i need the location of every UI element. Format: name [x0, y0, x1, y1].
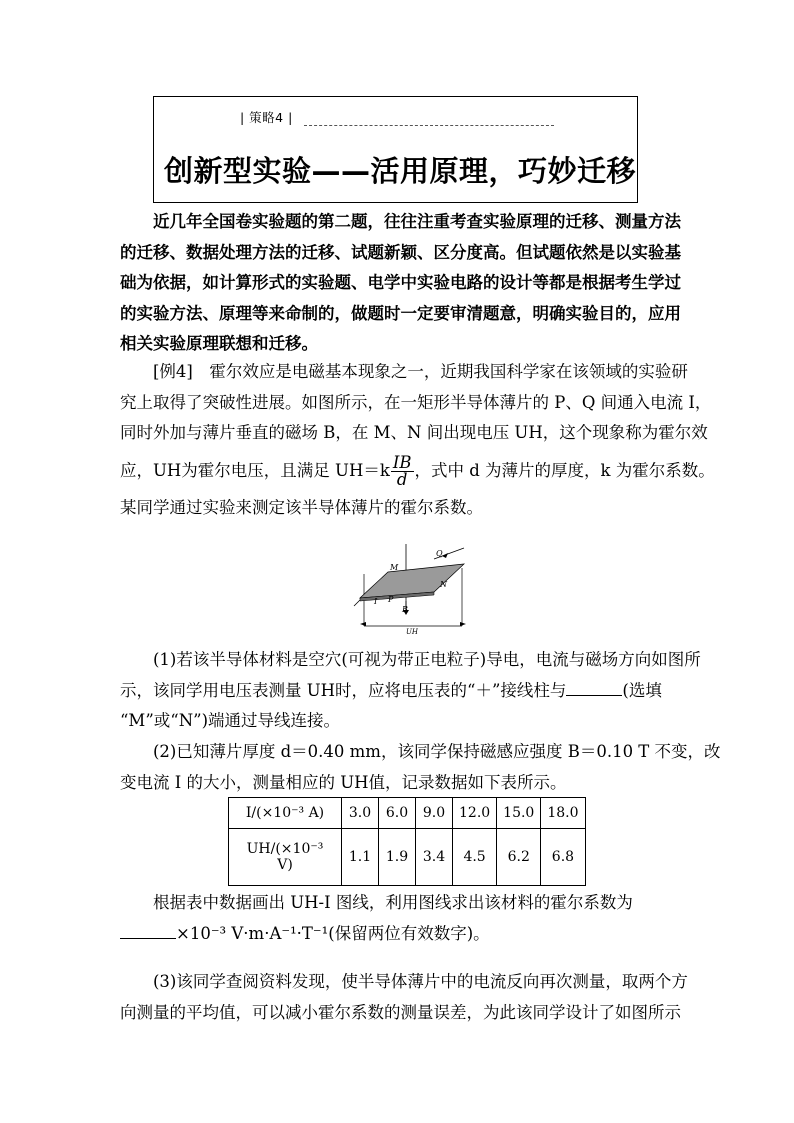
label-m: M — [390, 563, 399, 572]
dashed-divider — [304, 125, 554, 126]
table-row — [229, 829, 586, 886]
q1-line2-pre: 示，该同学用电压表测量 UH时，应将电压表的“＋”接线柱与 — [120, 680, 567, 700]
table-cell: 9.0 — [416, 798, 453, 829]
example-line: 同时外加与薄片垂直的磁场 B，在 M、N 间出现电压 UH，这个现象称为霍尔效 — [120, 423, 708, 442]
table-cell: 6.2 — [497, 829, 541, 886]
q1-line: (1)若该半导体材料是空穴(可视为带正电粒子)导电，电流与磁场方向如图所 — [153, 650, 701, 669]
question-1 — [120, 645, 701, 737]
table-cell: 1.9 — [379, 829, 416, 886]
strategy-tag: | 策略4 | — [240, 110, 293, 125]
example-line: [例4] 霍尔效应是电磁基本现象之一，近期我国科学家在该领域的实验研 — [153, 362, 688, 381]
q2-line: 根据表中数据画出 UH-I 图线，利用图线求出该材料的霍尔系数为 — [153, 893, 633, 912]
table-header-current: I/(×10⁻³ A) — [229, 798, 342, 829]
q1-line2-post: (选填 — [622, 680, 662, 700]
table-cell: 6.8 — [541, 829, 585, 886]
intro-line: 近几年全国卷实验题的第二题，往往注重考查实验原理的迁移、测量方法 — [153, 212, 681, 231]
table-cell: 1.1 — [342, 829, 379, 886]
label-i: I — [374, 597, 378, 606]
intro-paragraph — [120, 207, 681, 360]
section-title: 创新型实验——活用原理，巧妙迁移 — [164, 154, 637, 188]
fraction-denominator: d — [396, 469, 408, 489]
q3-line: 向测量的平均值，可以减小霍尔系数的测量误差，为此该同学设计了如图所示 — [120, 1002, 681, 1022]
answer-blank-1[interactable] — [566, 679, 622, 696]
question-2-continued — [120, 888, 676, 949]
intro-line: 相关实验原理联想和迁移。 — [120, 334, 318, 353]
q1-line: “M”或“N”)端通过导线连接。 — [120, 711, 341, 730]
example-line: 某同学通过实验来测定该半导体薄片的霍尔系数。 — [120, 497, 483, 517]
intro-line: 的迁移、数据处理方法的迁移、试题新颖、区分度高。但试题依然是以实验基 — [120, 242, 681, 262]
example-line: 究上取得了突破性进展。如图所示，在一矩形半导体薄片的 P、Q 间通入电流 I， — [120, 392, 712, 412]
q3-line: (3)该同学查阅资料发现，使半导体薄片中的电流反向再次测量，取两个方 — [153, 972, 688, 991]
label-q: Q — [436, 549, 443, 558]
formula-fraction — [391, 452, 414, 489]
intro-line: 础为依据，如计算形式的实验题、电学中实验电路的设计等都是根据考生学过 — [120, 273, 681, 292]
table-cell: 6.0 — [379, 798, 416, 829]
label-uh: UH — [406, 628, 419, 636]
question-2 — [120, 737, 721, 798]
voltage-header-line-2: V) — [277, 857, 293, 873]
table-row — [229, 798, 586, 829]
q2-line — [120, 919, 676, 950]
table-cell: 15.0 — [497, 798, 541, 829]
voltage-arrow-left-icon — [360, 622, 366, 626]
question-3 — [120, 967, 688, 1028]
table-header-voltage — [229, 829, 342, 886]
label-n: N — [440, 580, 447, 589]
fraction-numerator: IB — [392, 452, 412, 472]
strategy-header-box — [153, 96, 638, 203]
answer-blank-2[interactable] — [120, 922, 176, 939]
hall-effect-figure — [356, 544, 474, 634]
formula-prefix: 应，UH为霍尔电压，且满足 UH＝k — [120, 460, 390, 480]
label-p: P — [388, 595, 394, 604]
intro-line: 的实验方法、原理等来命制的，做题时一定要审清题意，明确实验目的，应用 — [120, 303, 681, 323]
voltage-header-line-1: UH/(×10⁻³ — [246, 841, 324, 857]
label-b: B — [402, 605, 408, 614]
voltage-arrow-right-icon — [460, 622, 466, 626]
table-cell: 12.0 — [453, 798, 497, 829]
formula-suffix: ，式中 d 为薄片的厚度，k 为霍尔系数。 — [414, 460, 715, 480]
example-paragraph — [120, 357, 715, 523]
q2-line: 变电流 I 的大小，测量相应的 UH值，记录数据如下表所示。 — [120, 772, 567, 792]
table-cell: 3.4 — [416, 829, 453, 886]
q2-line4-post: ×10⁻³ V·m·A⁻¹·T⁻¹(保留两位有效数字)。 — [176, 923, 490, 943]
data-table — [228, 797, 586, 886]
table-cell: 4.5 — [453, 829, 497, 886]
semiconductor-plate — [360, 564, 464, 598]
example-formula-line — [120, 449, 715, 493]
current-out-line — [354, 600, 360, 606]
q1-line — [120, 676, 676, 707]
q2-line: (2)已知薄片厚度 d＝0.40 mm，该同学保持磁感应强度 B＝0.10 T 不变，改 — [153, 742, 721, 761]
table-cell: 18.0 — [541, 798, 585, 829]
table-cell: 3.0 — [342, 798, 379, 829]
